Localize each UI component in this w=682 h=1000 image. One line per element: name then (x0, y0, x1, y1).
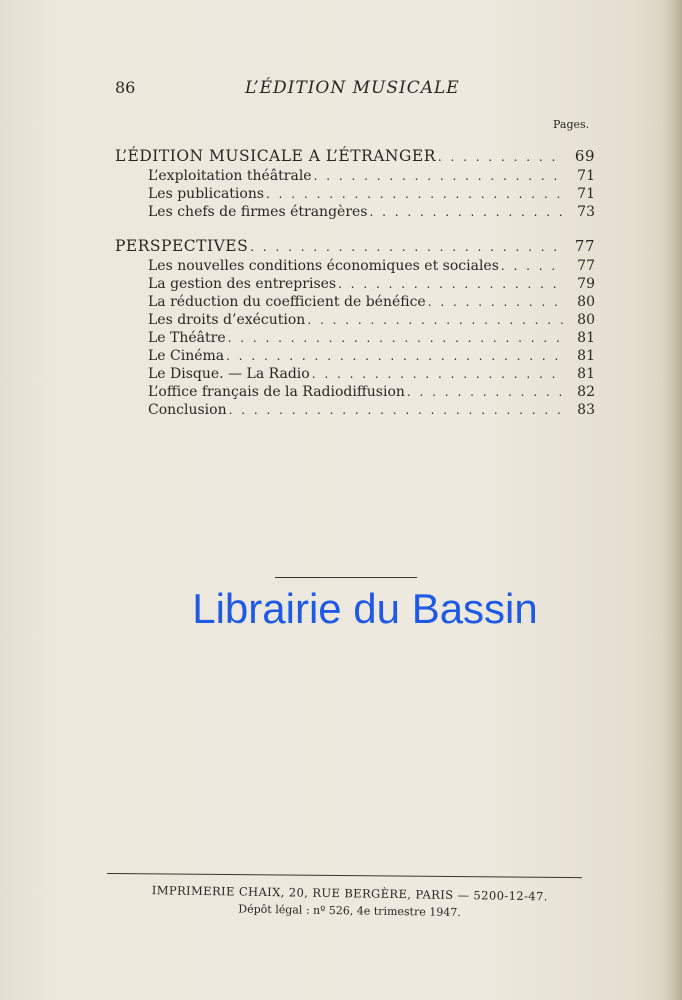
section-title: L’ÉDITION MUSICALE A L’ÉTRANGER (115, 147, 436, 165)
entry-label: Les nouvelles conditions économiques et sociales (148, 258, 499, 274)
toc-section (115, 145, 595, 221)
dot-leader (226, 347, 565, 365)
dot-leader (314, 167, 565, 185)
dot-leader (312, 365, 565, 383)
entry-label: Le Cinéma (148, 348, 225, 364)
section-page: 69 (574, 147, 595, 165)
page-number: 86 (115, 78, 136, 97)
toc-entry (115, 275, 595, 293)
entry-label: L’office français de la Radiodiffusion (148, 384, 405, 400)
toc-entry (115, 365, 595, 383)
toc-entry (115, 203, 595, 221)
dot-leader (229, 401, 565, 419)
toc-entry (115, 311, 595, 329)
entry-page: 81 (577, 348, 595, 364)
dot-leader (250, 236, 565, 258)
running-title: L’ÉDITION MUSICALE (245, 78, 460, 98)
toc-entry (115, 383, 595, 401)
printer-imprint (139, 881, 560, 924)
toc-section-heading (115, 145, 595, 167)
entry-label: Le Théâtre (148, 330, 226, 346)
dot-leader (369, 203, 565, 221)
toc-entry (115, 293, 595, 311)
entry-page: 71 (577, 186, 595, 202)
dot-leader (266, 185, 565, 203)
pages-column-label: Pages. (553, 118, 590, 131)
imprint-rule (107, 873, 582, 878)
dot-leader (338, 275, 565, 293)
dot-leader (228, 329, 565, 347)
entry-page: 80 (577, 312, 595, 328)
section-divider-rule (275, 577, 417, 578)
dot-leader (438, 146, 565, 168)
dot-leader (307, 311, 565, 329)
entry-page: 81 (577, 330, 595, 346)
entry-label: La gestion des entreprises (148, 276, 337, 292)
entry-label: La réduction du coefficient de bénéfice (148, 294, 426, 310)
watermark-text: Librairie du Bassin (192, 585, 538, 632)
entry-label: Le Disque. — La Radio (148, 366, 310, 382)
dot-leader (428, 293, 565, 311)
entry-page: 79 (577, 276, 595, 292)
toc-entry (115, 401, 595, 419)
toc-entry (115, 329, 595, 347)
entry-label: Les publications (148, 186, 265, 202)
entry-label: L’exploitation théâtrale (148, 168, 312, 184)
entry-page: 82 (577, 384, 595, 400)
entry-page: 71 (577, 168, 595, 184)
dot-leader (407, 383, 565, 401)
entry-label: Les droits d’exécution (148, 312, 306, 328)
toc-section (115, 235, 595, 419)
page-edge-shadow (662, 0, 682, 1000)
toc-section-heading (115, 235, 595, 257)
section-page: 77 (574, 237, 595, 255)
imprint-printer-line: IMPRIMERIE CHAIX, 20, RUE BERGÈRE, PARIS — 5200-12-47. (151, 883, 548, 904)
table-of-contents (115, 145, 595, 433)
imprint-legal-deposit-line: Dépôt légal : nº 526, 4e trimestre 1947. (238, 902, 461, 920)
entry-page: 73 (577, 204, 595, 220)
entry-label: Conclusion (148, 402, 227, 418)
entry-label: Les chefs de firmes étrangères (148, 204, 368, 220)
toc-entry (115, 185, 595, 203)
section-title: PERSPECTIVES (115, 237, 249, 255)
entry-page: 83 (577, 402, 595, 418)
page-header (115, 78, 595, 100)
toc-entry (115, 347, 595, 365)
entry-page: 77 (577, 258, 595, 274)
toc-entry (115, 257, 595, 275)
entry-page: 81 (577, 366, 595, 382)
dot-leader (501, 257, 565, 275)
toc-entry (115, 167, 595, 185)
entry-page: 80 (577, 294, 595, 310)
